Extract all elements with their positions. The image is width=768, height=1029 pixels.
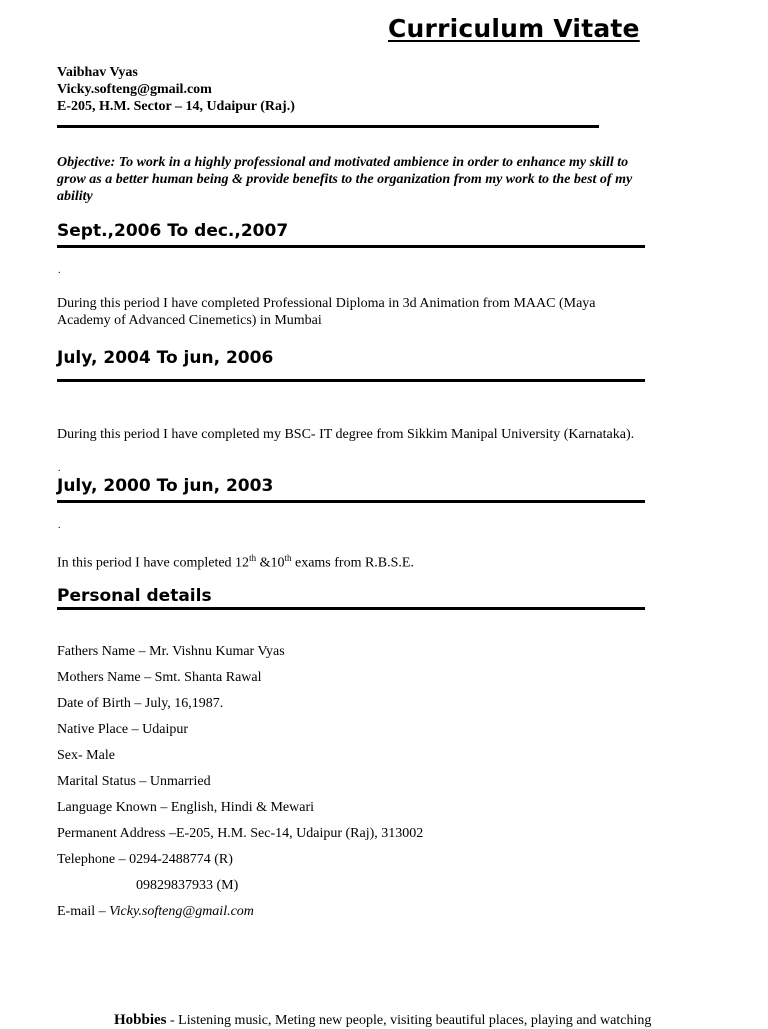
detail-telephone: Telephone – 0294-2488774 (R)	[57, 852, 233, 867]
detail-marital-status: Marital Status – Unmarried	[57, 774, 211, 789]
hobbies-text: - Listening music, Meting new people, visiting beautiful places, playing and watching	[166, 1013, 652, 1028]
hobbies-label: Hobbies	[114, 1012, 167, 1028]
email-link[interactable]: Vicky.softeng@gmail.com	[109, 904, 254, 919]
detail-native-place: Native Place – Udaipur	[57, 722, 189, 737]
document-title: Curriculum Vitate	[388, 14, 640, 43]
section-heading-diploma: Sept.,2006 To dec.,2007	[57, 221, 289, 241]
candidate-address: E-205, H.M. Sector – 14, Udaipur (Raj.)	[57, 99, 295, 114]
detail-sex: Sex- Male	[57, 748, 115, 763]
hobbies-line	[114, 1012, 754, 1029]
candidate-name: Vaibhav Vyas	[57, 65, 138, 80]
detail-languages: Language Known – English, Hindi & Mewari	[57, 800, 315, 815]
header-divider	[57, 125, 599, 128]
section-divider	[57, 379, 645, 382]
detail-fathers-name: Fathers Name – Mr. Vishnu Kumar Vyas	[57, 644, 285, 659]
detail-mobile: 09829837933 (M)	[136, 878, 239, 893]
section-heading-personal: Personal details	[57, 586, 212, 606]
candidate-email: Vicky.softeng@gmail.com	[57, 82, 212, 97]
stray-dot: .	[58, 463, 61, 474]
section-text-bsc: During this period I have completed my BSC- IT degree from Sikkim Manipal University (Karnataka).	[57, 427, 635, 442]
section-text-diploma: During this period I have completed Professional Diploma in 3d Animation from MAAC (Maya Academy of Advanced Cinemetics) in Mumbai	[57, 296, 596, 328]
stray-dot: .	[58, 265, 61, 276]
section-divider	[57, 500, 645, 503]
detail-permanent-address: Permanent Address –E-205, H.M. Sec-14, Udaipur (Raj), 313002	[57, 826, 424, 841]
objective-text: Objective: To work in a highly professional and motivated ambience in order to enhance my skill to grow as a better human being & provide benefits to the organization from my work to the best of my ability	[57, 155, 633, 204]
section-divider	[57, 607, 645, 610]
detail-email: E-mail – Vicky.softeng@gmail.com	[57, 904, 254, 919]
section-heading-bsc: July, 2004 To jun, 2006	[57, 348, 274, 368]
detail-mothers-name: Mothers Name – Smt. Shanta Rawal	[57, 670, 262, 685]
section-text-school: In this period I have completed 12th &10th exams from R.B.S.E.	[57, 553, 414, 571]
detail-date-of-birth: Date of Birth – July, 16,1987.	[57, 696, 224, 711]
section-heading-school: July, 2000 To jun, 2003	[57, 476, 274, 496]
stray-dot: .	[58, 520, 61, 531]
section-divider	[57, 245, 645, 248]
